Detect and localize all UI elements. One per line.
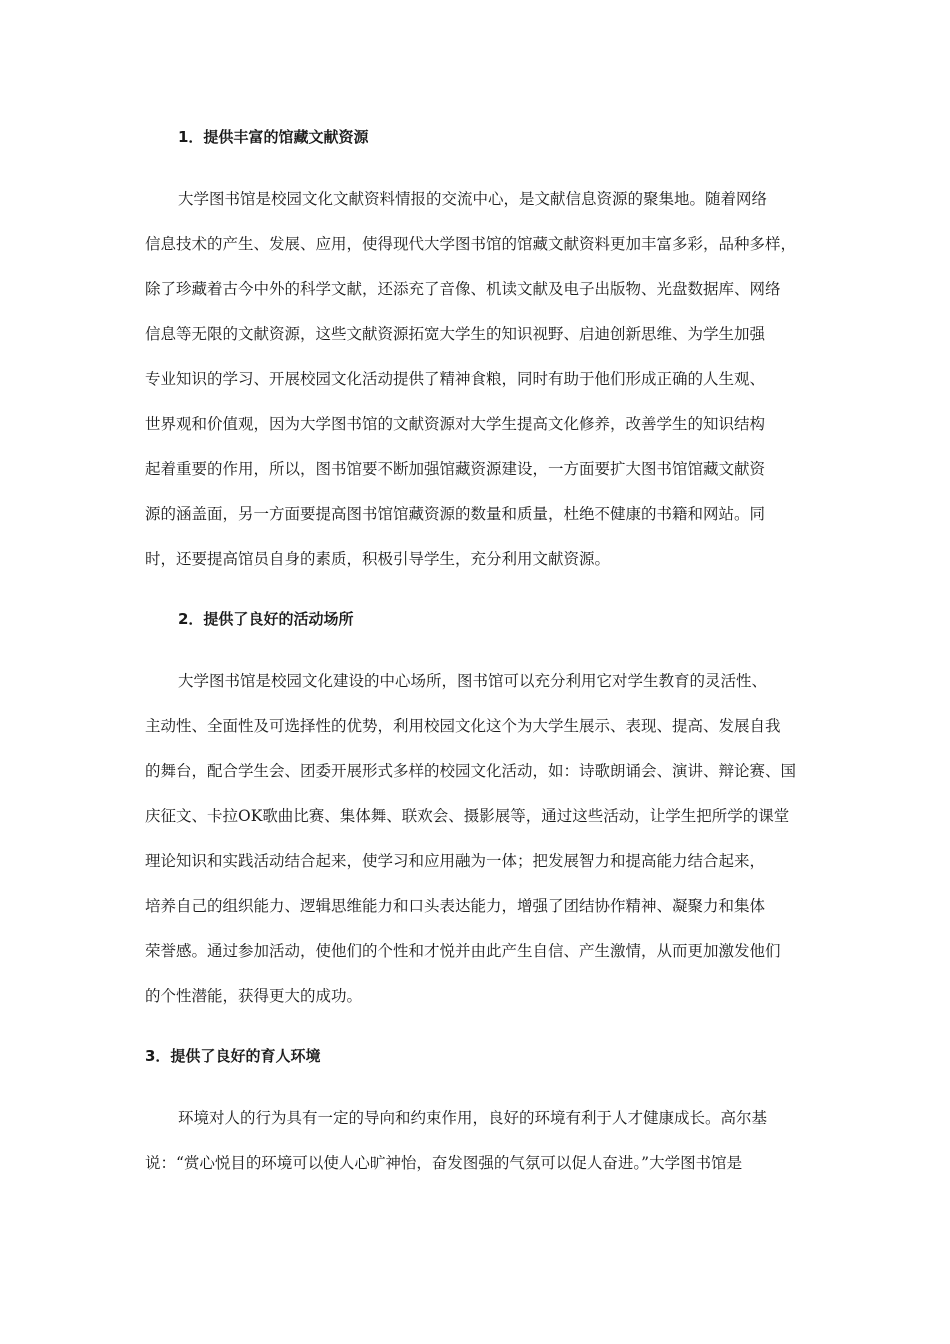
paragraph-line: 环境对人的行为具有一定的导向和约束作用，良好的环境有利于人才健康成长。高尔基 bbox=[178, 1109, 768, 1127]
section-heading-3: 3．提供了良好的育人环境 bbox=[145, 1047, 321, 1065]
paragraph-line: 大学图书馆是校园文化建设的中心场所，图书馆可以充分利用它对学生教育的灵活性、 bbox=[178, 672, 768, 690]
paragraph-line: 时，还要提高馆员自身的素质，积极引导学生，充分利用文献资源。 bbox=[145, 550, 611, 568]
paragraph-line: 大学图书馆是校园文化文献资料情报的交流中心，是文献信息资源的聚集地。随着网络 bbox=[178, 190, 768, 208]
paragraph-line: 荣誉感。通过参加活动，使他们的个性和才悦并由此产生自信、产生激情，从而更加激发他们 bbox=[145, 942, 781, 960]
paragraph-line: 培养自己的组织能力、逻辑思维能力和口头表达能力，增强了团结协作精神、凝聚力和集体 bbox=[145, 897, 766, 915]
paragraph-line: 主动性、全面性及可选择性的优势，利用校园文化这个为大学生展示、表现、提高、发展自我 bbox=[145, 717, 781, 735]
paragraph-line: 庆征文、卡拉OK歌曲比赛、集体舞、联欢会、摄影展等，通过这些活动，让学生把所学的课堂 bbox=[145, 807, 790, 825]
section-heading-1: 1．提供丰富的馆藏文献资源 bbox=[178, 128, 369, 146]
paragraph-line: 理论知识和实践活动结合起来，使学习和应用融为一体；把发展智力和提高能力结合起来， bbox=[145, 852, 766, 870]
paragraph-line: 除了珍藏着古今中外的科学文献，还添充了音像、机读文献及电子出版物、光盘数据库、网络 bbox=[145, 280, 781, 298]
paragraph-line: 信息等无限的文献资源，这些文献资源拓宽大学生的知识视野、启迪创新思维、为学生加强 bbox=[145, 325, 766, 343]
paragraph-line: 源的涵盖面，另一方面要提高图书馆馆藏资源的数量和质量，杜绝不健康的书籍和网站。同 bbox=[145, 505, 766, 523]
paragraph-line: 说：“赏心悦目的环境可以使人心旷神怡，奋发图强的气氛可以促人奋进。”大学图书馆是 bbox=[145, 1154, 743, 1172]
section-heading-2: 2．提供了良好的活动场所 bbox=[178, 610, 354, 628]
paragraph-line: 起着重要的作用，所以，图书馆要不断加强馆藏资源建设，一方面要扩大图书馆馆藏文献资 bbox=[145, 460, 766, 478]
paragraph-line: 信息技术的产生、发展、应用，使得现代大学图书馆的馆藏文献资料更加丰富多彩，品种多样， bbox=[145, 235, 797, 253]
paragraph-line: 世界观和价值观，因为大学图书馆的文献资源对大学生提高文化修养，改善学生的知识结构 bbox=[145, 415, 766, 433]
paragraph-line: 专业知识的学习、开展校园文化活动提供了精神食粮，同时有助于他们形成正确的人生观、 bbox=[145, 370, 766, 388]
paragraph-line: 的个性潜能，获得更大的成功。 bbox=[145, 987, 363, 1005]
paragraph-line: 的舞台，配合学生会、团委开展形式多样的校园文化活动，如：诗歌朗诵会、演讲、辩论赛、国 bbox=[145, 762, 797, 780]
